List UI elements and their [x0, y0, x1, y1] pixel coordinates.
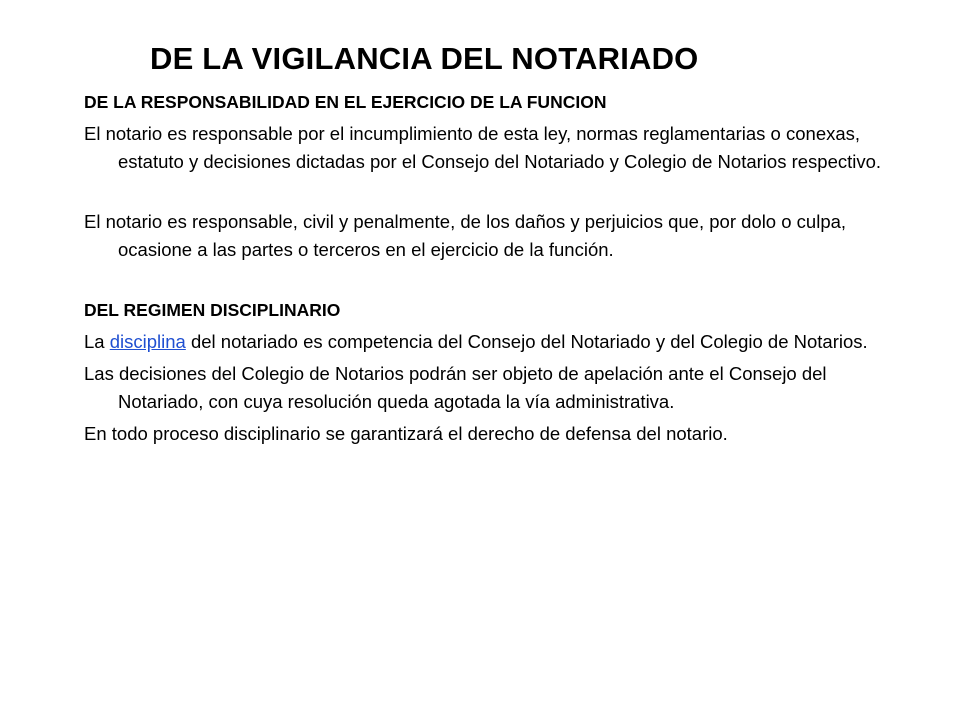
paragraph-disciplina — [84, 328, 884, 356]
disciplina-link[interactable]: disciplina — [109, 331, 186, 352]
slide-body — [84, 88, 884, 448]
paragraph-incumplimiento: El notario es responsable por el incumplimiento de esta ley, normas reglamentarias o conexas, estatuto y decisiones dictadas por el Consejo del Notariado y Colegio de Notarios respectivo. — [84, 123, 882, 172]
paragraph-apelacion: Las decisiones del Colegio de Notarios podrán ser objeto de apelación ante el Consejo del Notariado, con cuya resolución queda agotada la vía administrativa. — [84, 363, 827, 412]
slide-title: DE LA VIGILANCIA DEL NOTARIADO — [150, 41, 699, 76]
paragraph-derecho-defensa: En todo proceso disciplinario se garantizará el derecho de defensa del notario. — [84, 423, 728, 444]
section-heading-responsabilidad: DE LA RESPONSABILIDAD EN EL EJERCICIO DE LA FUNCION — [84, 92, 607, 112]
paragraph-danos-perjuicios: El notario es responsable, civil y penalmente, de los daños y perjuicios que, por dolo o culpa, ocasione a las partes o terceros en el ejercicio de la función. — [84, 211, 847, 260]
paragraph-disciplina-prefix: La — [84, 331, 110, 352]
paragraph-disciplina-suffix: del notariado es competencia del Consejo del Notariado y del Colegio de Notarios. — [185, 331, 868, 352]
section-heading-regimen-disciplinario: DEL REGIMEN DISCIPLINARIO — [84, 300, 341, 320]
